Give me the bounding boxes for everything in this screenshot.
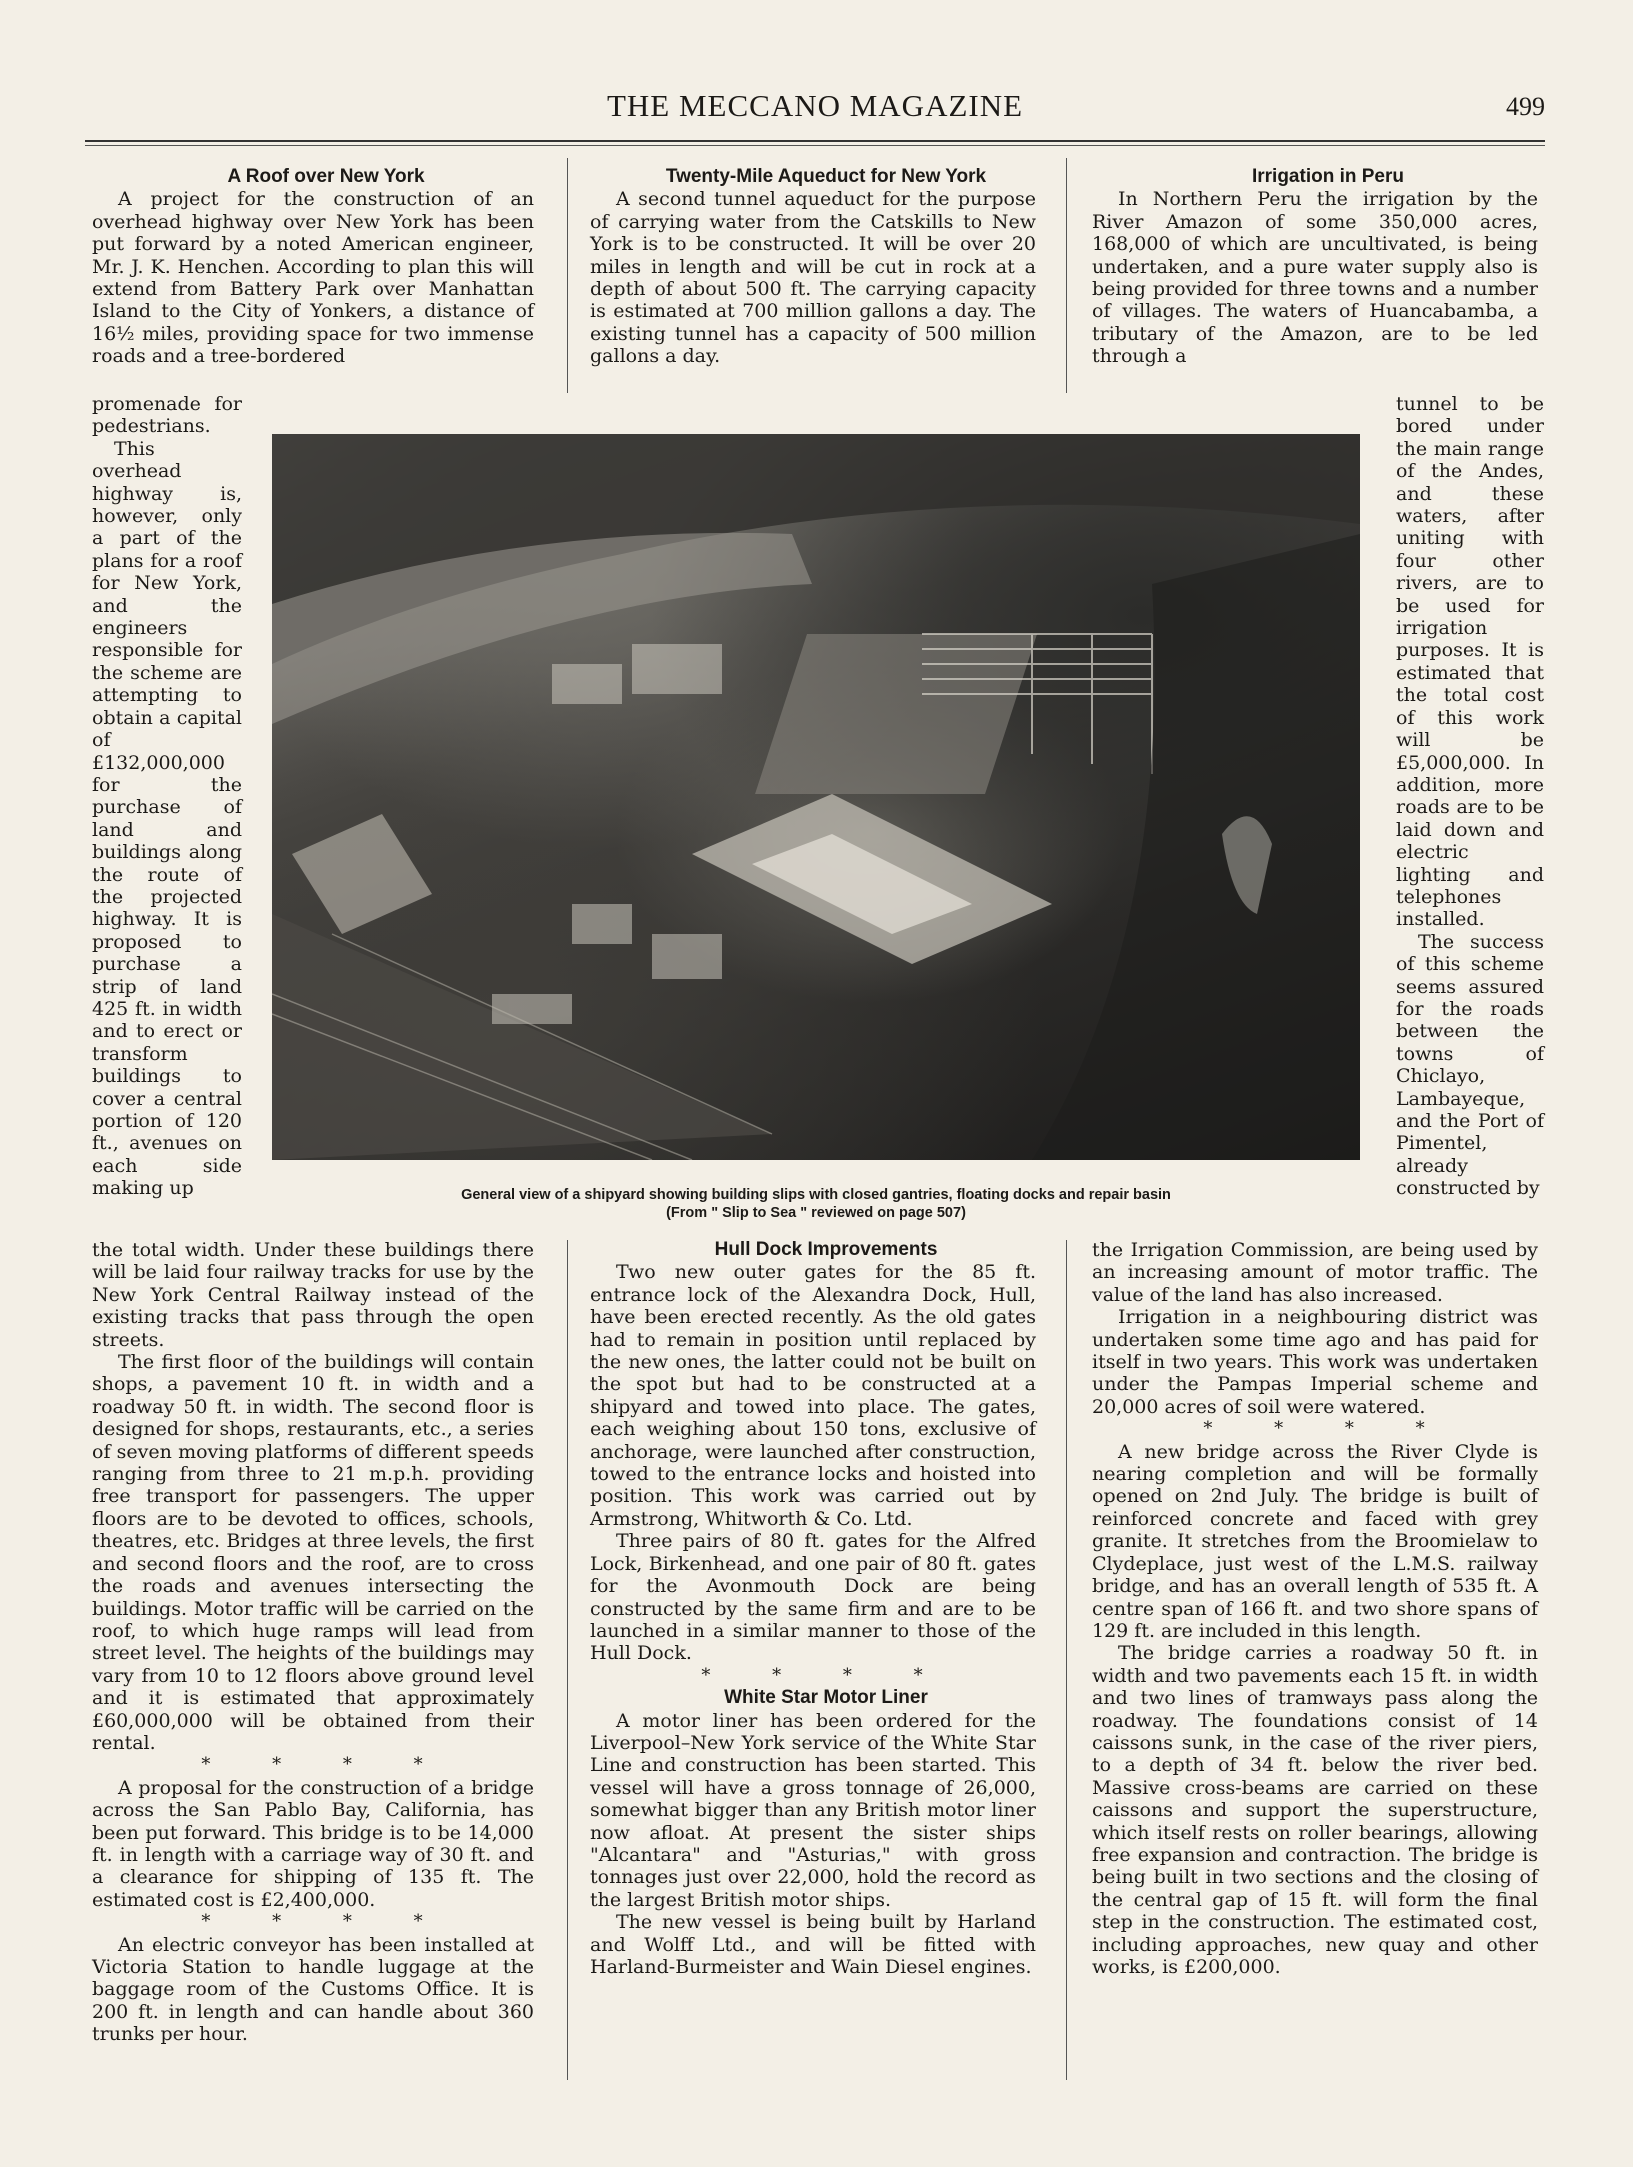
header-rule-top xyxy=(85,140,1545,142)
article-title: A Roof over New York xyxy=(227,166,425,187)
paragraph: promenade for pedestrians. xyxy=(92,393,242,438)
separator-stars: * * * * xyxy=(701,1664,951,1686)
paragraph: Irrigation in a neighbouring district was undertaken some time ago and has paid for itself in two years. This work was undertaken under the Pampas Imperial scheme and 20,000 acres of soil were watered. xyxy=(1092,1306,1538,1418)
header-rule-bottom xyxy=(85,145,1545,146)
paragraph: the total width. Under these buildings there will be laid four railway tracks for use by the New York Central Railway instead of the existing tracks that pass through the open streets. xyxy=(92,1239,534,1351)
paragraph: A new bridge across the River Clyde is nearing completion and will be formally opened on 2nd July. The bridge is built of reinforced concrete and faced with grey granite. It stretches from the Broomielaw to Clydeplace, just west of the L.M.S. railway bridge, and has an overall length of 535 ft. A centre span of 166 ft. and two shore spans of 129 ft. are included in this length. xyxy=(1092,1440,1538,1642)
paragraph: A second tunnel aqueduct for the purpose of carrying water from the Catskills to New York is to be constructed. It will be over 20 miles in length and will be cut in rock at a depth of about 500 ft. The carrying capacity is estimated at 700 million gallons a day. The existing tunnel has a capacity of 500 million gallons a day. xyxy=(590,188,1036,368)
column-divider xyxy=(567,1240,568,2080)
paragraph: tunnel to be bored under the main range of the Andes, and these waters, after uniting with four other rivers, are to be used for irrigation purposes. It is estimated that the total cost of this work will be £5,000,000. In addition, more roads are to be laid down and electric lighting and telephones installed. xyxy=(1396,393,1544,931)
article-hull xyxy=(590,1239,1036,1978)
paragraph: The new vessel is being built by Harland and Wolff Ltd., and will be fitted with Harland-Burmeister and Wain Diesel engines. xyxy=(590,1911,1036,1978)
page-header xyxy=(85,88,1545,132)
separator-stars: * * * * xyxy=(1203,1418,1453,1440)
article-roof-bottom xyxy=(92,1239,534,2046)
separator-stars: * * * * xyxy=(201,1911,451,1933)
paragraph: A project for the construction of an overhead highway over New York has been put forward by a noted American engineer, Mr. J. K. Henchen. According to plan this will extend from Battery Park over Manhattan Island to the City of Yonkers, a distance of 16½ miles, providing space for two immense roads and a tree-bordered xyxy=(92,188,534,368)
paragraph: A proposal for the construction of a bridge across the San Pablo Bay, California, has been put forward. This bridge is to be 14,000 ft. in length with a carriage way of 30 ft. and a clearance for shipping of 135 ft. The estimated cost is £2,400,000. xyxy=(92,1776,534,1911)
magazine-title: THE MECCANO MAGAZINE xyxy=(606,88,1024,123)
paragraph: An electric conveyor has been installed at Victoria Station to handle luggage at the baggage room of the Customs Office. It is 200 ft. in length and can handle about 360 trunks per hour. xyxy=(92,1933,534,2046)
column-divider xyxy=(567,158,568,393)
paragraph: Two new outer gates for the 85 ft. entrance lock of the Alexandra Dock, Hull, have been erected recently. As the old gates had to remain in position until replaced by the new ones, the latter could not be built on the spot but had to be constructed at a shipyard and towed into place. The gates, each weighing about 150 tons, exclusive of anchorage, were launched after construction, towed to the entrance locks and hoisted into position. This work was carried out by Armstrong, Whitworth & Co. Ltd. xyxy=(590,1261,1036,1530)
photo-caption xyxy=(272,1186,1360,1222)
article-roof-narrow xyxy=(92,393,242,1200)
column-divider xyxy=(1066,1240,1067,2080)
paragraph: In Northern Peru the irrigation by the River Amazon of some 350,000 acres, 168,000 of which are uncultivated, is being undertaken, and a pure water supply also is being provided for three towns and a number of villages. The waters of Huancabamba, a tributary of the Amazon, are to be led through a xyxy=(1092,188,1538,368)
article-peru-top xyxy=(1092,166,1538,368)
paragraph: The success of this scheme seems assured for the roads between the towns of Chiclayo, Lambayeque, and the Port of Pimentel, already constructed by xyxy=(1396,930,1544,1200)
article-title: White Star Motor Liner xyxy=(724,1687,928,1709)
article-peru-bottom xyxy=(1092,1239,1538,1978)
shipyard-photo xyxy=(272,434,1360,1160)
paragraph: The bridge carries a roadway 50 ft. in width and two pavements each 15 ft. in width and two lines of tramways pass along the roadway. The foundations consist of 14 caissons sunk, in the case of the river piers, to a depth of 34 ft. below the river bed. Massive cross-beams are carried on these caissons and support the superstructure, which itself rests on roller bearings, allowing free expansion and contraction. The bridge is being built in two sections and the closing of the central gap of 15 ft. will form the final step in the construction. The estimated cost, including approaches, new quay and other works, is £200,000. xyxy=(1092,1642,1538,1978)
shipyard-photo-illustration xyxy=(272,434,1360,1160)
article-title: Irrigation in Peru xyxy=(1251,166,1405,187)
article-aqueduct xyxy=(590,166,1036,368)
article-roof-top xyxy=(92,166,534,368)
caption-line: General view of a shipyard showing building slips with closed gantries, floating docks and repair basin xyxy=(461,1187,1171,1203)
article-title: Twenty-Mile Aqueduct for New York xyxy=(665,166,987,187)
paragraph: The first floor of the buildings will contain shops, a pavement 10 ft. in width and a roadway 50 ft. in width. The second floor is designed for shops, restaurants, etc., a series of seven moving platforms of different speeds ranging from three to 21 m.p.h. providing free transport for passengers. The upper floors are to be devoted to offices, schools, theatres, etc. Bridges at three levels, the first and second floors and the roof, are to cross the roads and avenues intersecting the buildings. Motor traffic will be carried on the roof, to which huge ramps will lead from street level. The heights of the buildings may vary from 10 to 12 floors above ground level and it is estimated that approximately £60,000,000 will be obtained from their rental. xyxy=(92,1351,534,1754)
paragraph: the Irrigation Commission, are being used by an increasing amount of motor traffic. The value of the land has also increased. xyxy=(1092,1239,1538,1306)
page-number: 499 xyxy=(1506,92,1545,121)
caption-source: (From " Slip to Sea " reviewed on page 507) xyxy=(666,1205,966,1221)
paragraph: Three pairs of 80 ft. gates for the Alfred Lock, Birkenhead, and one pair of 80 ft. gates for the Avonmouth Dock are being constructed by the same firm and are to be launched in a similar manner to those of the Hull Dock. xyxy=(590,1530,1036,1665)
column-divider xyxy=(1066,158,1067,393)
paragraph: This overhead highway is, however, only a part of the plans for a roof for New York, and the engineers responsible for the scheme are attempting to obtain a capital of £132,000,000 for the purchase of land and buildings along the route of the projected highway. It is proposed to purchase a strip of land 425 ft. in width and to erect or transform buildings to cover a central portion of 120 ft., avenues on each side making up xyxy=(92,437,242,1200)
article-title: Hull Dock Improvements xyxy=(714,1239,938,1260)
article-peru-narrow xyxy=(1396,393,1544,1200)
separator-stars: * * * * xyxy=(201,1754,451,1776)
paragraph: A motor liner has been ordered for the Liverpool–New York service of the White Star Line and construction has been started. This vessel will have a gross tonnage of 26,000, somewhat bigger than any British motor liner now afloat. At present the sister ships "Alcantara" and "Asturias," with gross tonnages just over 22,000, hold the record as the largest British motor ships. xyxy=(590,1709,1036,1911)
